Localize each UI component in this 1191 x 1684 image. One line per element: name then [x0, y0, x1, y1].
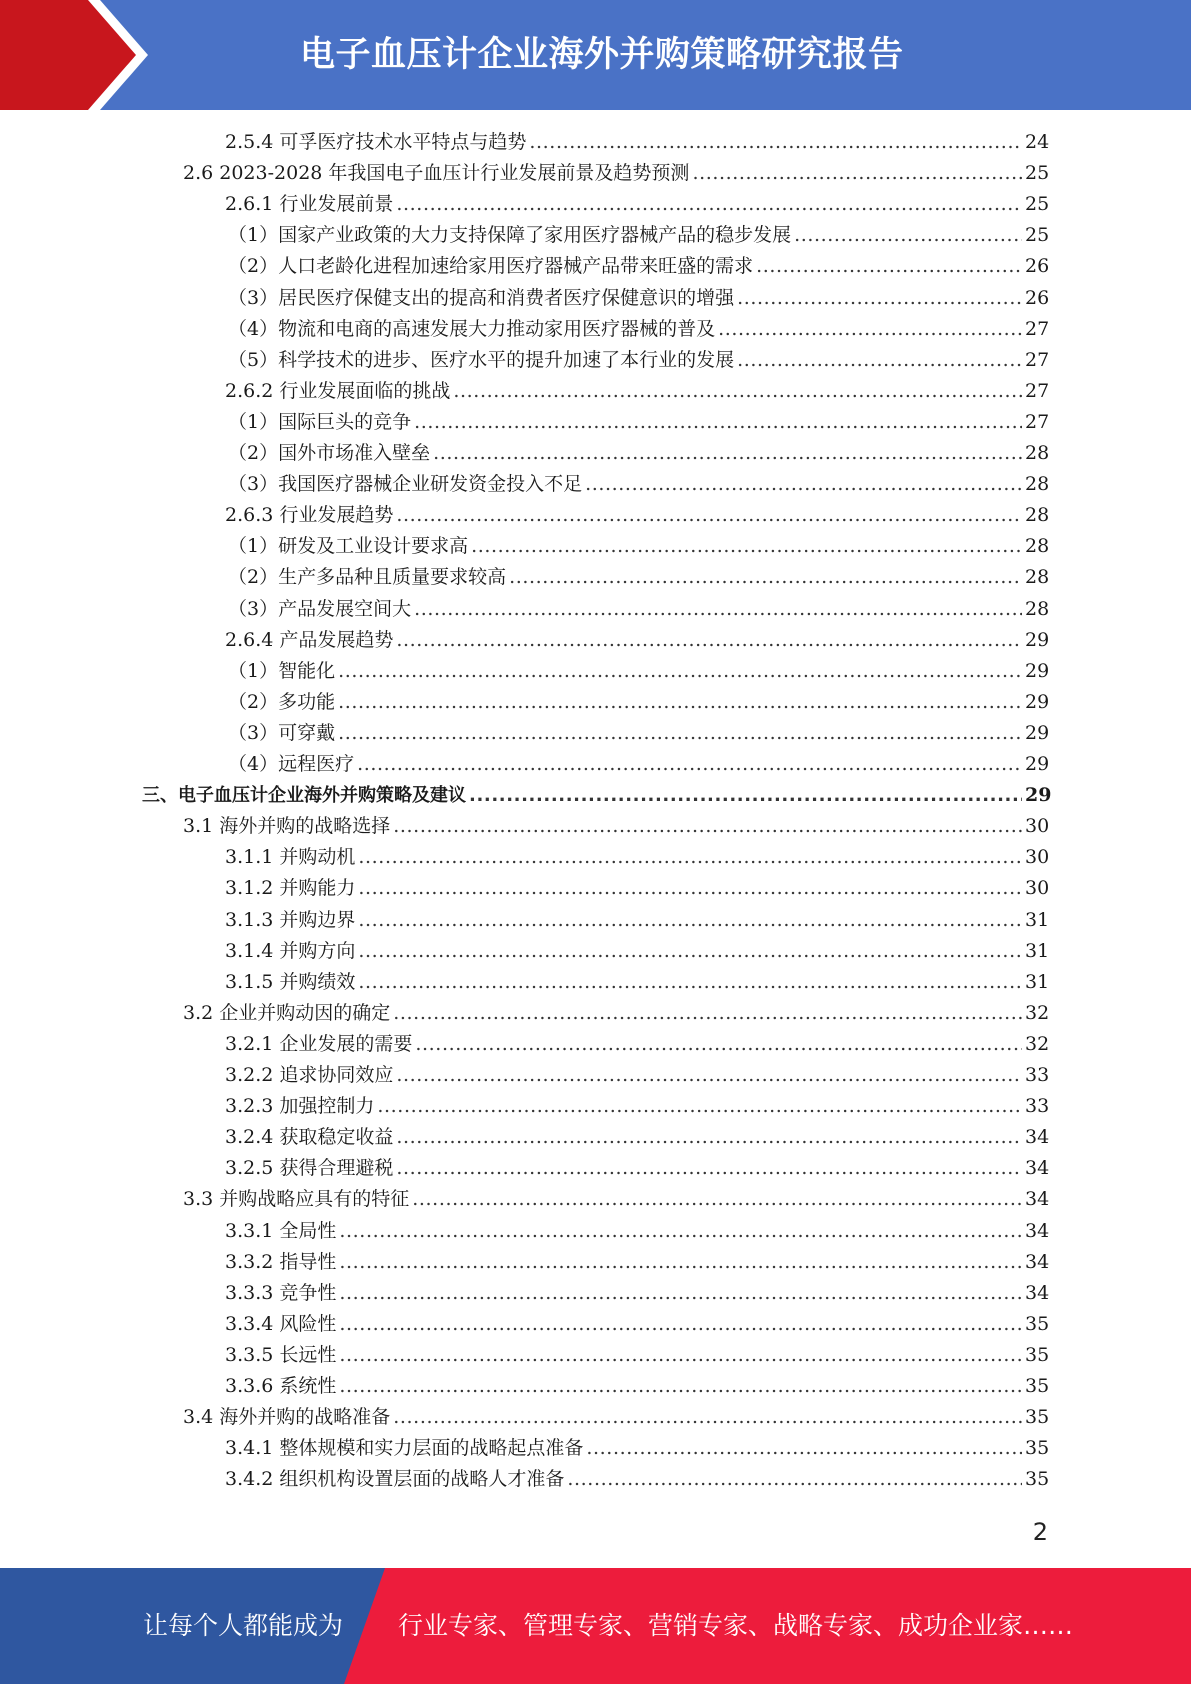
toc-entry-label: 2.6.4 产品发展趋势: [225, 628, 394, 651]
toc-entry-label: （3）产品发展空间大: [228, 597, 412, 620]
toc-entry[interactable]: [228, 314, 1050, 345]
toc-entry[interactable]: [183, 1402, 1050, 1433]
toc-entry[interactable]: [228, 438, 1050, 469]
toc-entry-label: 3.2.4 获取稳定收益: [225, 1126, 394, 1149]
toc-entry[interactable]: [228, 345, 1050, 376]
toc-leader-dots: [396, 625, 1022, 656]
toc-entry-page: 29: [1025, 690, 1050, 713]
toc-leader-dots: [737, 345, 1022, 376]
toc-entry-page: 34: [1025, 1250, 1050, 1273]
footer-band: [0, 1568, 1191, 1684]
toc-entry[interactable]: [225, 936, 1050, 967]
toc-entry-page: 34: [1025, 1281, 1050, 1304]
toc-leader-dots: [393, 811, 1022, 842]
toc-entry-label: （3）我国医疗器械企业研发资金投入不足: [228, 473, 583, 496]
toc-leader-dots: [471, 531, 1022, 562]
toc-entry-label: 3.2.3 加强控制力: [225, 1095, 375, 1118]
document-title: 电子血压计企业海外并购策略研究报告: [300, 35, 904, 75]
toc-entry-label: 3.2.5 获得合理避税: [225, 1157, 394, 1180]
toc-entry-label: 3.3.2 指导性: [225, 1250, 337, 1273]
toc-entry-label: 3.3.4 风险性: [225, 1312, 337, 1335]
toc-leader-dots: [377, 1091, 1022, 1122]
toc-entry-page: 30: [1025, 846, 1050, 869]
toc-leader-dots: [339, 1247, 1022, 1278]
toc-entry-label: 3.4 海外并购的战略准备: [183, 1406, 391, 1429]
toc-entry-page: 24: [1025, 131, 1050, 153]
toc-entry-page: 29: [1025, 721, 1050, 744]
toc-entry-label: 3.4.1 整体规模和实力层面的战略起点准备: [225, 1437, 584, 1460]
toc-entry[interactable]: [228, 283, 1050, 314]
footer-slogan-left: 让每个人都能成为: [143, 1611, 344, 1640]
toc-entry-page: 27: [1025, 410, 1050, 433]
toc-entry-page: 28: [1025, 473, 1050, 496]
toc-leader-dots: [469, 780, 1022, 811]
footer-slogan-right: 行业专家、管理专家、营销专家、战略专家、成功企业家……: [398, 1611, 1074, 1640]
toc-entry[interactable]: [225, 127, 1050, 158]
toc-entry[interactable]: [225, 1247, 1050, 1278]
toc-entry-label: 3.3 并购战略应具有的特征: [183, 1188, 410, 1211]
toc-entry-page: 28: [1025, 597, 1050, 620]
toc-entry[interactable]: [228, 687, 1050, 718]
toc-entry-page: 31: [1025, 908, 1050, 931]
toc-entry-page: 31: [1025, 939, 1050, 962]
toc-entry[interactable]: [225, 1309, 1050, 1340]
toc-entry-label: （4）物流和电商的高速发展大力推动家用医疗器械的普及: [228, 317, 716, 340]
toc-entry-page: 34: [1025, 1219, 1050, 1242]
toc-entry-page: 26: [1025, 255, 1050, 278]
toc-entry-page: 26: [1025, 286, 1050, 309]
toc-leader-dots: [339, 1371, 1022, 1402]
toc-entry[interactable]: [225, 1340, 1050, 1371]
toc-entry-label: 三、电子血压计企业海外并购策略及建议: [142, 785, 466, 807]
toc-entry-page: 29: [1025, 784, 1052, 807]
toc-entry-page: 27: [1025, 379, 1050, 402]
toc-entry-label: （2）多功能: [228, 690, 336, 713]
toc-leader-dots: [338, 656, 1022, 687]
toc-entry[interactable]: [225, 905, 1050, 936]
toc-entry-label: （3）可穿戴: [228, 721, 336, 744]
toc-leader-dots: [358, 842, 1022, 873]
toc-entry-label: （1）国际巨头的竞争: [228, 410, 412, 433]
toc-entry-label: 3.1.2 并购能力: [225, 877, 356, 900]
toc-entry-label: 2.6.3 行业发展趋势: [225, 504, 394, 527]
toc-entry-label: 3.1.5 并购绩效: [225, 970, 356, 993]
toc-entry-label: （2）人口老龄化进程加速给家用医疗器械产品带来旺盛的需求: [228, 255, 754, 278]
toc-leader-dots: [339, 1340, 1022, 1371]
toc-leader-dots: [415, 1029, 1022, 1060]
toc-entry[interactable]: [225, 189, 1050, 220]
toc-entry-page: 34: [1025, 1126, 1050, 1149]
toc-entry[interactable]: [183, 158, 1050, 189]
toc-leader-dots: [393, 1402, 1022, 1433]
toc-entry[interactable]: [228, 407, 1050, 438]
toc-entry-page: 25: [1025, 193, 1050, 216]
toc-entry-page: 28: [1025, 442, 1050, 464]
toc-entry-page: 30: [1025, 877, 1050, 900]
toc-leader-dots: [339, 1278, 1022, 1309]
toc-entry-page: 31: [1025, 970, 1050, 993]
toc-entry-label: 3.3.1 全局性: [225, 1219, 337, 1242]
toc-entry[interactable]: [225, 625, 1050, 656]
toc-entry[interactable]: [228, 469, 1050, 500]
toc-entry-label: 3.3.5 长远性: [225, 1343, 337, 1366]
toc-leader-dots: [396, 500, 1022, 531]
toc-leader-dots: [339, 1309, 1022, 1340]
toc-entry[interactable]: [228, 220, 1050, 251]
toc-entry[interactable]: [228, 718, 1050, 749]
toc-entry-label: （1）智能化: [228, 659, 336, 682]
toc-entry-label: 2.6.2 行业发展面临的挑战: [225, 379, 451, 402]
toc-entry[interactable]: [225, 1464, 1050, 1495]
toc-entry-label: 3.2.1 企业发展的需要: [225, 1032, 413, 1055]
toc-leader-dots: [357, 749, 1022, 780]
toc-entry[interactable]: [228, 251, 1050, 282]
toc-entry-page: 35: [1025, 1312, 1050, 1335]
toc-leader-dots: [756, 251, 1022, 282]
toc-entry-label: 3.3.3 竞争性: [225, 1281, 337, 1304]
toc-entry[interactable]: [228, 594, 1050, 625]
toc-leader-dots: [567, 1464, 1022, 1495]
toc-leader-dots: [692, 158, 1022, 189]
toc-entry-label: 3.4.2 组织机构设置层面的战略人才准备: [225, 1468, 565, 1491]
page-number: 2: [1032, 1518, 1048, 1546]
toc-leader-dots: [396, 189, 1022, 220]
toc-entry[interactable]: [225, 1091, 1050, 1122]
header-chevron-icon: [0, 0, 160, 110]
toc-entry-page: 25: [1025, 162, 1050, 185]
toc-leader-dots: [396, 1153, 1022, 1184]
toc-entry-label: 2.5.4 可孚医疗技术水平特点与趋势: [225, 131, 527, 153]
toc-leader-dots: [358, 967, 1022, 998]
toc-entry-label: 2.6 2023-2028 年我国电子血压计行业发展前景及趋势预测: [183, 162, 690, 185]
toc-entry[interactable]: [225, 1029, 1050, 1060]
toc-entry[interactable]: [142, 780, 1052, 811]
toc-leader-dots: [737, 283, 1022, 314]
toc-entry[interactable]: [225, 500, 1050, 531]
toc-entry-page: 32: [1025, 1001, 1050, 1024]
toc-entry[interactable]: [228, 562, 1050, 593]
toc-entry[interactable]: [183, 1184, 1050, 1215]
toc-entry-page: 30: [1025, 815, 1050, 838]
toc-entry-label: 2.6.1 行业发展前景: [225, 193, 394, 216]
toc-entry-label: 3.1.3 并购边界: [225, 908, 356, 931]
toc-entry-page: 35: [1025, 1468, 1050, 1491]
toc-leader-dots: [358, 905, 1022, 936]
toc-entry[interactable]: [225, 1060, 1050, 1091]
toc-entry-label: （1）研发及工业设计要求高: [228, 535, 469, 558]
toc-entry-page: 32: [1025, 1032, 1050, 1055]
toc-entry-page: 28: [1025, 535, 1050, 558]
toc-entry-label: 3.1.4 并购方向: [225, 939, 356, 962]
toc-leader-dots: [393, 998, 1022, 1029]
toc-entry-page: 33: [1025, 1064, 1050, 1086]
toc-entry-page: 34: [1025, 1188, 1050, 1211]
toc-entry[interactable]: [225, 1371, 1050, 1402]
toc-entry[interactable]: [225, 1433, 1050, 1464]
toc-entry[interactable]: [228, 749, 1050, 780]
toc-leader-dots: [453, 376, 1022, 407]
toc-entry[interactable]: [225, 873, 1050, 904]
toc-entry[interactable]: [228, 531, 1050, 562]
toc-leader-dots: [585, 469, 1022, 500]
toc-entry-page: 29: [1025, 753, 1050, 775]
toc-leader-dots: [509, 562, 1022, 593]
toc-leader-dots: [414, 594, 1022, 625]
toc-entry-label: 3.2 企业并购动因的确定: [183, 1001, 391, 1024]
toc-entry[interactable]: [228, 656, 1050, 687]
toc-entry-page: 35: [1025, 1406, 1050, 1429]
toc-leader-dots: [396, 1122, 1022, 1153]
toc-entry-label: （3）居民医疗保健支出的提高和消费者医疗保健意识的增强: [228, 286, 735, 309]
toc-entry-label: （4）远程医疗: [228, 753, 355, 775]
toc-entry-page: 35: [1025, 1375, 1050, 1397]
toc-leader-dots: [338, 718, 1022, 749]
header-band: [0, 0, 1191, 110]
toc-entry-page: 27: [1025, 348, 1050, 371]
toc-leader-dots: [586, 1433, 1022, 1464]
toc-entry-page: 34: [1025, 1157, 1050, 1180]
toc-entry-page: 29: [1025, 628, 1050, 651]
toc-entry[interactable]: [225, 842, 1050, 873]
toc-entry[interactable]: [225, 1216, 1050, 1247]
toc-leader-dots: [529, 127, 1022, 158]
toc-entry-label: （2）国外市场准入壁垒: [228, 442, 431, 464]
toc-leader-dots: [358, 873, 1022, 904]
toc-leader-dots: [414, 407, 1022, 438]
toc-entry[interactable]: [225, 376, 1050, 407]
toc-leader-dots: [338, 687, 1022, 718]
toc-entry-page: 35: [1025, 1437, 1050, 1460]
toc-entry-page: 35: [1025, 1343, 1050, 1366]
toc-entry-label: 3.1 海外并购的战略选择: [183, 815, 391, 838]
toc-entry[interactable]: [183, 811, 1050, 842]
toc-entry-page: 28: [1025, 566, 1050, 589]
toc-entry-label: 3.3.6 系统性: [225, 1375, 337, 1397]
toc-entry-page: 29: [1025, 659, 1050, 682]
toc-entry-label: 3.1.1 并购动机: [225, 846, 356, 869]
toc-entry[interactable]: [225, 967, 1050, 998]
toc-entry[interactable]: [225, 1153, 1050, 1184]
toc-entry-label: （5）科学技术的进步、医疗水平的提升加速了本行业的发展: [228, 348, 735, 371]
toc-leader-dots: [412, 1184, 1022, 1215]
toc-entry[interactable]: [225, 1122, 1050, 1153]
toc-entry-page: 25: [1025, 224, 1050, 247]
toc-entry-label: （1）国家产业政策的大力支持保障了家用医疗器械产品的稳步发展: [228, 224, 792, 247]
toc-leader-dots: [718, 314, 1022, 345]
toc-entry[interactable]: [225, 1278, 1050, 1309]
toc-leader-dots: [794, 220, 1022, 251]
toc-entry[interactable]: [183, 998, 1050, 1029]
toc-entry-page: 33: [1025, 1095, 1050, 1118]
toc-entry-page: 27: [1025, 317, 1050, 340]
toc-leader-dots: [396, 1060, 1022, 1091]
toc-leader-dots: [358, 936, 1022, 967]
toc-entry-label: （2）生产多品种且质量要求较高: [228, 566, 507, 589]
toc-entry-page: 28: [1025, 504, 1050, 527]
toc-entry-label: 3.2.2 追求协同效应: [225, 1064, 394, 1086]
toc-leader-dots: [339, 1216, 1022, 1247]
toc-leader-dots: [433, 438, 1022, 469]
